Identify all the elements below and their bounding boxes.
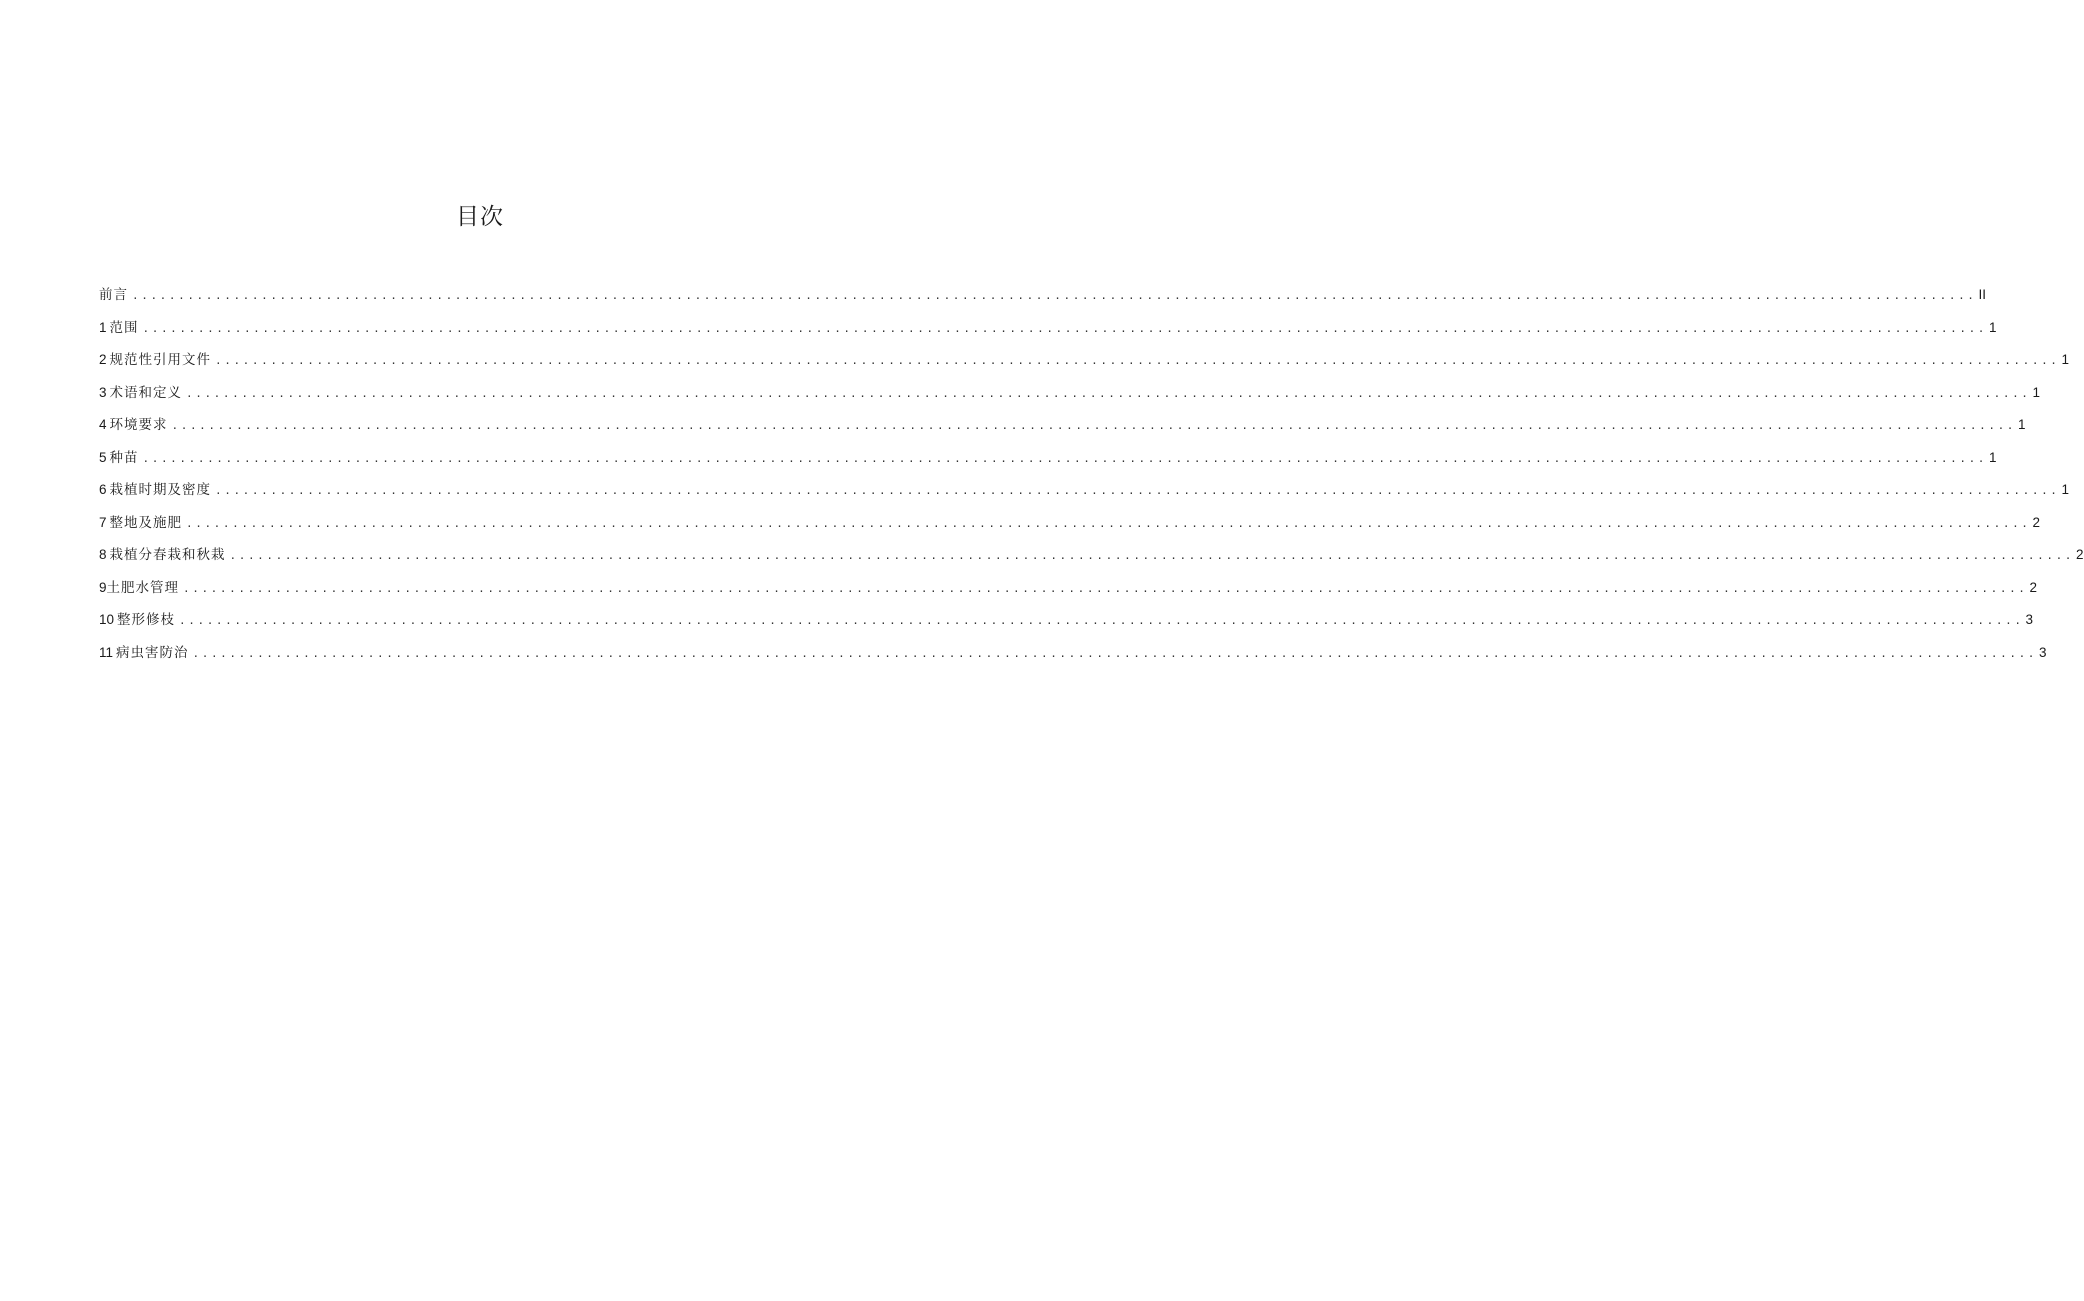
toc-entry-label: 范围 xyxy=(109,319,139,336)
toc-entry-label: 术语和定义 xyxy=(109,384,183,401)
toc-entry-page: 3 xyxy=(2025,612,2034,627)
toc-entry[interactable] xyxy=(99,511,2041,544)
toc-entry-page: 2 xyxy=(2032,514,2041,530)
toc-entry-page: 1 xyxy=(2032,384,2041,400)
toc-entry-number: 2 xyxy=(99,352,107,367)
toc-leader-dots: ........................................................................................................................................................................................................ xyxy=(142,451,1988,465)
toc-entry[interactable] xyxy=(99,608,2034,641)
toc-entry-label: 栽植分春栽和秋栽 xyxy=(109,547,226,563)
toc-entry-number: 4 xyxy=(99,417,107,432)
toc-entry-page: 2 xyxy=(2076,547,2084,562)
toc-entry[interactable] xyxy=(99,641,2047,674)
toc-entry-page: 1 xyxy=(1989,449,1997,465)
toc-leader-dots: ........................................................................................................................................................................................................ xyxy=(179,614,2024,627)
toc-leader-dots: ........................................................................................................................................................................................................ xyxy=(186,386,2031,400)
toc-title: 目次 xyxy=(456,204,504,230)
toc-entry-label: 规范性引用文件 xyxy=(109,352,212,368)
toc-leader-dots: ........................................................................................................................................................................................................ xyxy=(192,646,2038,660)
toc-entry-number: 7 xyxy=(99,514,107,530)
toc-entry-page: 1 xyxy=(2061,352,2070,367)
toc-entry[interactable] xyxy=(99,348,2070,381)
toc-entry[interactable] xyxy=(99,446,1997,479)
toc-leader-dots: ........................................................................................................................................................................................................ xyxy=(186,516,2031,530)
toc-entry-number: 8 xyxy=(99,547,107,562)
toc-entry[interactable] xyxy=(99,576,2038,609)
toc-entry[interactable] xyxy=(99,543,2084,576)
toc-entry-page: 1 xyxy=(2061,482,2070,497)
toc-leader-dots: ........................................................................................................................................................................................................ xyxy=(132,289,1977,302)
toc-entry-page: 1 xyxy=(2018,417,2026,432)
toc-leader-dots: ........................................................................................................................................................................................................ xyxy=(229,549,2075,562)
toc-leader-dots: ........................................................................................................................................................................................................ xyxy=(215,354,2060,367)
toc-leader-dots: ........................................................................................................................................................................................................ xyxy=(171,419,2017,432)
toc-leader-dots: ........................................................................................................................................................................................................ xyxy=(142,321,1988,335)
toc-entry-label: 种苗 xyxy=(109,449,139,466)
toc-entry-label: 前言 xyxy=(99,287,128,303)
toc-entry-label: 土肥水管理 xyxy=(106,579,180,596)
toc-entry-label: 病虫害防治 xyxy=(116,644,189,661)
toc-entry-number: 6 xyxy=(99,482,107,497)
toc-entry-label: 整地及施肥 xyxy=(109,514,183,531)
toc-entry-number: 11 xyxy=(99,644,114,660)
toc-entry[interactable] xyxy=(99,316,1997,349)
toc-entry-page: 2 xyxy=(2029,579,2038,595)
toc-leader-dots: ........................................................................................................................................................................................................ xyxy=(183,581,2028,595)
toc-entry-number: 1 xyxy=(99,319,107,335)
toc-entry-number: 5 xyxy=(99,449,107,465)
toc-entry-page: 1 xyxy=(1989,319,1997,335)
toc-entry-number: 9 xyxy=(99,579,107,595)
toc-leader-dots: ........................................................................................................................................................................................................ xyxy=(215,484,2060,497)
toc-entry-label: 栽植时期及密度 xyxy=(109,482,212,498)
toc-entry-label: 环境要求 xyxy=(109,417,168,433)
toc-entry[interactable] xyxy=(99,478,2070,511)
toc-entry-number: 3 xyxy=(99,384,107,400)
toc-entry[interactable] xyxy=(99,381,2041,414)
toc-entry[interactable] xyxy=(99,413,2026,446)
toc-entry-number: 10 xyxy=(99,612,115,627)
toc-entry-page: II xyxy=(1978,287,1987,302)
toc-entry-label: 整形修枝 xyxy=(117,612,176,628)
toc-entry-page: 3 xyxy=(2039,644,2047,660)
toc-list xyxy=(99,283,2084,673)
toc-entry[interactable] xyxy=(99,283,1987,316)
